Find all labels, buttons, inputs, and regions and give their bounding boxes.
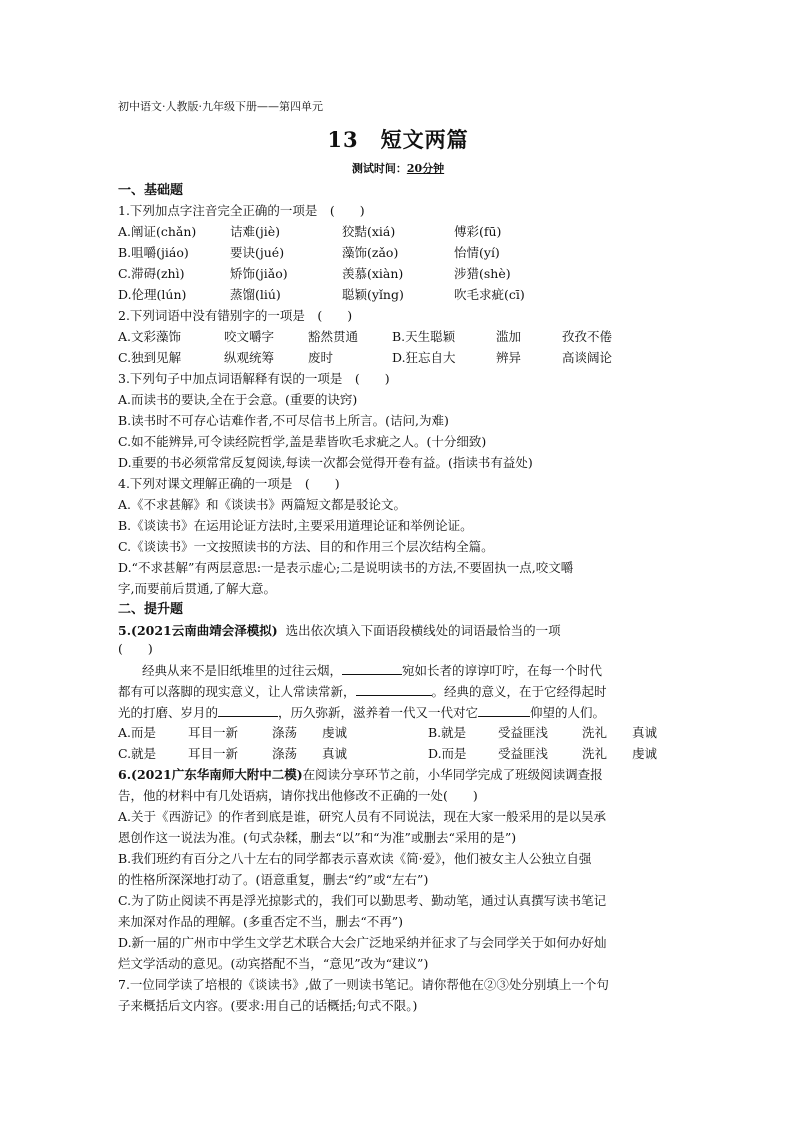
- q5-passage-line3: [118, 703, 605, 722]
- q1-d-2: 蒸馏(liú): [230, 287, 281, 302]
- q5-d-2: 受益匪浅: [498, 746, 549, 761]
- q5-passage-3: 都有可以落脚的现实意义，让人常读常新，: [118, 684, 356, 699]
- q1-d-4: 吹毛求疵(cī): [454, 287, 525, 302]
- q5-d-3: 洗礼: [582, 746, 608, 761]
- q7-stem-1: 7.一位同学读了培根的《谈读书》,做了一则读书笔记。请你帮他在②③处分别填上一个句: [118, 977, 609, 992]
- q2-c-2: 纵观统筹: [224, 350, 275, 365]
- q4-stem: 4.下列对课文理解正确的一项是 ( ): [118, 476, 340, 491]
- q4-option-c: C.《谈读书》一文按照读书的方法、目的和作用三个层次结构全篇。: [118, 539, 494, 554]
- q1-c-3: 羡慕(xiàn): [342, 266, 404, 281]
- q6-option-a: A.关于《西游记》的作者到底是谁，研究人员有不同说法，现在大家一般采用的是以吴承: [118, 809, 607, 824]
- q2-c-1: C.独到见解: [118, 350, 182, 365]
- q5-b-3: 洗礼: [582, 725, 608, 740]
- q5-c-3: 涤荡: [272, 746, 298, 761]
- header-course: 初中语文·人教版·九年级下册——第四单元: [118, 100, 323, 113]
- q6-option-b: B.我们班约有百分之八十左右的同学都表示喜欢读《简·爱》，他们被女主人公独立自强: [118, 851, 592, 866]
- q4-option-a: A.《不求甚解》和《谈读书》两篇短文都是驳论文。: [118, 497, 407, 512]
- q5-a-1: A.而是: [118, 725, 157, 740]
- q5-d-4: 虔诚: [632, 746, 658, 761]
- q5-passage-1: 经典从来不是旧纸堆里的过往云烟，: [142, 663, 343, 678]
- q5-passage-6: ，历久弥新，滋养着一代又一代对它: [278, 705, 479, 720]
- q5-row-cd: [118, 745, 657, 763]
- q5-c-1: C.就是: [118, 746, 157, 761]
- q2-a-2: 咬文嚼字: [224, 329, 275, 344]
- q3-option-b: B.读书时不可存心诘难作者,不可尽信书上所言。(诘问,为难): [118, 413, 449, 428]
- q5-source: 5.(2021云南曲靖会泽模拟): [118, 623, 278, 638]
- q5-d-1: D.而是: [428, 746, 467, 761]
- q3-option-c: C.如不能辨异,可令读经院哲学,盖是辈皆吹毛求疵之人。(十分细致): [118, 434, 487, 449]
- q7-stem-2: 子来概括后文内容。(要求:用自己的话概括;句式不限。): [118, 998, 418, 1013]
- q1-a-3: 狡黠(xiá): [342, 224, 396, 239]
- q1-b-4: 怡情(yí): [454, 245, 500, 260]
- q6-stem-2: 告，他的材料中有几处语病，请你找出他修改不正确的一处( ): [118, 788, 478, 803]
- q1-row-c: [118, 265, 511, 283]
- q5-a-2: 耳目一新: [188, 725, 239, 740]
- q2-d-1: D.狂忘自大: [392, 350, 456, 365]
- q5-c-2: 耳目一新: [188, 746, 239, 761]
- q1-row-b: [118, 244, 500, 262]
- q4-option-d: D.“不求甚解”有两层意思:一是表示虚心;二是说明读书的方法,不要固执一点,咬文嚼: [118, 560, 574, 575]
- q1-c-4: 涉猎(shè): [454, 266, 511, 281]
- q5-a-4: 虔诚: [322, 725, 348, 740]
- q5-row-ab: [118, 724, 657, 742]
- q5-passage-line1: [142, 661, 602, 680]
- section-advanced: 二、提升题: [118, 602, 184, 617]
- q1-stem: 1.下列加点字注音完全正确的一项是 ( ): [118, 203, 365, 218]
- q6-source: 6.(2021广东华南师大附中二模): [118, 767, 303, 782]
- q5-passage-line2: [118, 682, 607, 701]
- q5-b-4: 真诚: [632, 725, 658, 740]
- q6-option-d-cont: 烂文学活动的意见。(动宾搭配不当，“意见”改为“建议”): [118, 956, 429, 971]
- q1-a-4: 傅彩(fū): [454, 224, 502, 239]
- q2-c-3: 废时: [308, 350, 334, 365]
- q5-b-1: B.就是: [428, 725, 467, 740]
- q5-passage-4: 。经典的意义，在于它经得起时: [431, 684, 607, 699]
- q2-b-3: 孜孜不倦: [562, 329, 613, 344]
- q5-c-4: 真诚: [322, 746, 348, 761]
- q6-stem-1: 在阅读分享环节之前，小华同学完成了班级阅读调查报: [302, 767, 603, 782]
- q2-d-2: 辨异: [496, 350, 522, 365]
- q4-option-d-cont: 字,而要前后贯通,了解大意。: [118, 581, 276, 596]
- q1-a-2: 诘难(jiè): [230, 224, 281, 239]
- q6-option-b-cont: 的性格所深深地打动了。(语意重复，删去“约”或“左右”): [118, 872, 429, 887]
- q5-passage-7: 仰望的人们。: [530, 705, 606, 720]
- q2-row-ab: [118, 328, 612, 346]
- q5-stem: 选出依次填入下面语段横线处的词语最恰当的一项: [285, 623, 561, 638]
- q5-passage-2: 宛如长者的谆谆叮咛，在每一个时代: [402, 663, 603, 678]
- q5-a-3: 涤荡: [272, 725, 298, 740]
- q3-option-d: D.重要的书必须常常反复阅读,每读一次都会觉得开卷有益。(指读书有益处): [118, 455, 533, 470]
- q1-b-3: 藻饰(zǎo): [342, 245, 399, 260]
- q4-option-b: B.《谈读书》在运用论证方法时,主要采用道理论证和举例论证。: [118, 518, 473, 533]
- q6-option-c: C.为了防止阅读不再是浮光掠影式的，我们可以勤思考、勤动笔，通过认真撰写读书笔记: [118, 893, 607, 908]
- q1-b-1: B.咀嚼(jiáo): [118, 245, 189, 260]
- q5-blank-2[interactable]: [356, 682, 432, 696]
- q5-paren: ( ): [118, 641, 153, 656]
- q2-d-3: 高谈阔论: [562, 350, 613, 365]
- q2-row-cd: [118, 349, 612, 367]
- q5-passage-5: 光的打磨、岁月的: [118, 705, 219, 720]
- q3-option-a: A.而读书的要诀,全在于会意。(重要的诀窍): [118, 392, 358, 407]
- q2-a-1: A.文彩藻饰: [118, 329, 182, 344]
- test-time: [118, 160, 678, 176]
- q2-a-3: 豁然贯通: [308, 329, 359, 344]
- test-time-value: 20分钟: [406, 162, 445, 175]
- q2-stem: 2.下列词语中没有错别字的一项是 ( ): [118, 308, 353, 323]
- test-time-label: 测试时间：: [351, 162, 407, 175]
- q6-option-a-cont: 恩创作这一说法为准。(句式杂糅，删去“以”和“为准”或删去“采用的是”): [118, 830, 517, 845]
- q5-blank-1[interactable]: [342, 661, 402, 675]
- q1-b-2: 要诀(jué): [230, 245, 285, 260]
- page-title: 13 短文两篇: [327, 127, 469, 152]
- q5-blank-4[interactable]: [478, 703, 530, 717]
- q6-option-d: D.新一届的广州市中学生文学艺术联合大会广泛地采纳并征求了与会同学关于如何办好灿: [118, 935, 607, 950]
- q5-stem-line: [118, 622, 561, 640]
- q1-c-2: 矫饰(jiǎo): [230, 266, 288, 281]
- q6-option-c-cont: 来加深对作品的理解。(多重否定不当，删去“不再”): [118, 914, 404, 929]
- q6-stem-line: [118, 766, 603, 784]
- q5-b-2: 受益匪浅: [498, 725, 549, 740]
- section-basic: 一、基础题: [118, 183, 184, 198]
- q5-blank-3[interactable]: [218, 703, 278, 717]
- q1-row-a: [118, 223, 501, 241]
- q1-row-d: [118, 286, 525, 304]
- q1-d-1: D.伦理(lún): [118, 287, 187, 302]
- q2-b-2: 滥加: [496, 329, 522, 344]
- q2-b-1: B.天生聪颖: [392, 329, 456, 344]
- q1-a-1: A.阐证(chǎn): [118, 224, 197, 239]
- q3-stem: 3.下列句子中加点词语解释有误的一项是 ( ): [118, 371, 390, 386]
- q1-c-1: C.滞碍(zhì): [118, 266, 185, 281]
- q1-d-3: 聪颖(yǐng): [342, 287, 404, 302]
